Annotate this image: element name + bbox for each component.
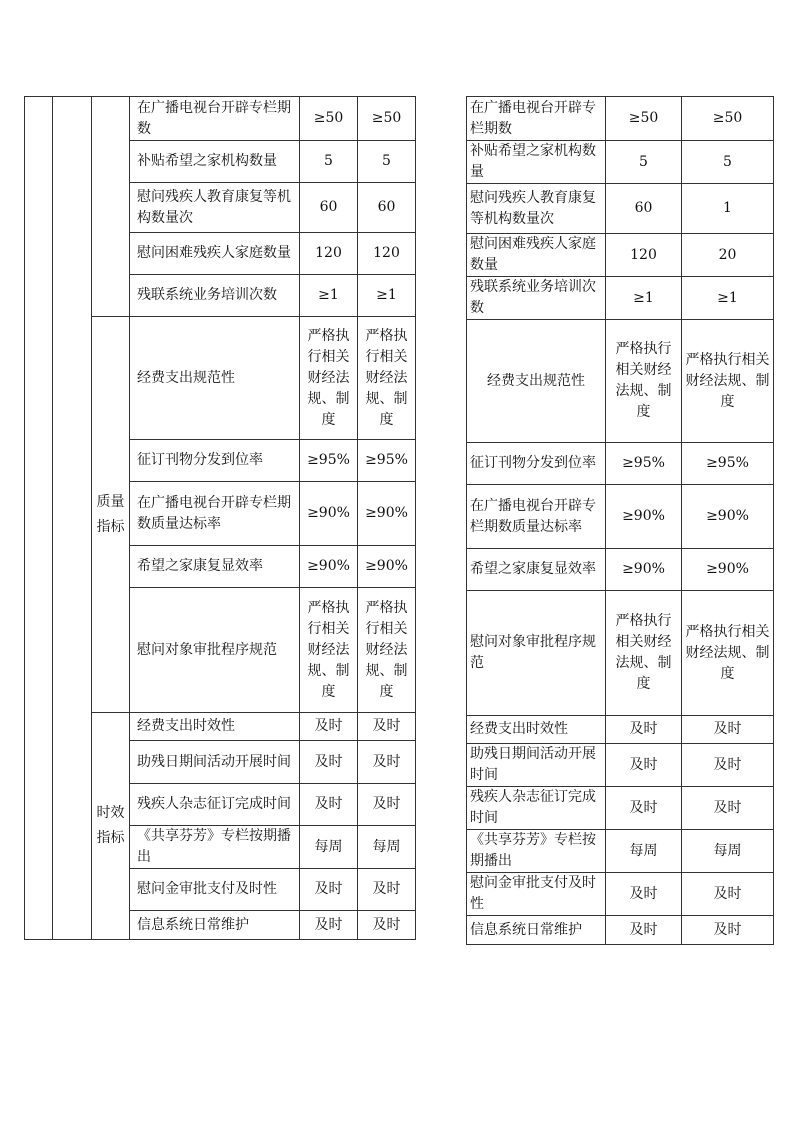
indicator-name: 希望之家康复显效率 bbox=[130, 546, 300, 588]
target-value: 5 bbox=[606, 141, 682, 184]
actual-value: 及时 bbox=[358, 869, 416, 911]
indicator-name: 信息系统日常维护 bbox=[467, 916, 606, 945]
target-value: ≥90% bbox=[606, 549, 682, 591]
actual-value: ≥1 bbox=[358, 275, 416, 317]
target-value: ≥90% bbox=[300, 482, 358, 546]
indicator-name: 在广播电视台开辟专栏期数 bbox=[130, 97, 300, 141]
indicator-name: 在广播电视台开辟专栏期数质量达标率 bbox=[130, 482, 300, 546]
actual-value: 5 bbox=[682, 141, 774, 184]
actual-value: 及时 bbox=[358, 713, 416, 741]
indicator-name: 慰问对象审批程序规范 bbox=[130, 588, 300, 713]
target-value: 120 bbox=[606, 234, 682, 277]
indicator-name: 经费支出时效性 bbox=[467, 716, 606, 744]
target-value: 60 bbox=[300, 183, 358, 233]
actual-value: 120 bbox=[358, 233, 416, 275]
category-timeliness: 时效指标 bbox=[92, 713, 130, 940]
actual-value: 5 bbox=[358, 141, 416, 183]
indicator-name: 残疾人杂志征订完成时间 bbox=[467, 787, 606, 830]
target-value: 及时 bbox=[300, 741, 358, 784]
actual-value: 及时 bbox=[358, 784, 416, 826]
actual-value: ≥95% bbox=[682, 443, 774, 485]
actual-value: 及时 bbox=[682, 873, 774, 916]
indicator-name: 在广播电视台开辟专栏期数 bbox=[467, 97, 606, 141]
indicator-name: 助残日期间活动开展时间 bbox=[467, 744, 606, 787]
target-value: 严格执行相关财经法规、制度 bbox=[606, 591, 682, 716]
indicator-name: 在广播电视台开辟专栏期数质量达标率 bbox=[467, 485, 606, 549]
actual-value: ≥90% bbox=[682, 485, 774, 549]
indicator-name: 希望之家康复显效率 bbox=[467, 549, 606, 591]
indicator-name: 慰问残疾人教育康复等机构数量次 bbox=[467, 184, 606, 234]
actual-value: ≥95% bbox=[358, 440, 416, 482]
indicator-name: 征订刊物分发到位率 bbox=[130, 440, 300, 482]
indicator-name: 慰问对象审批程序规范 bbox=[467, 591, 606, 716]
target-value: ≥50 bbox=[606, 97, 682, 141]
indicator-name: 《共享芬芳》专栏按期播出 bbox=[130, 826, 300, 869]
target-value: ≥95% bbox=[300, 440, 358, 482]
target-value: 每周 bbox=[606, 830, 682, 873]
target-value: 及时 bbox=[606, 916, 682, 945]
target-value: 及时 bbox=[606, 716, 682, 744]
target-value: 及时 bbox=[606, 787, 682, 830]
actual-value: 20 bbox=[682, 234, 774, 277]
indicator-name: 残联系统业务培训次数 bbox=[467, 277, 606, 320]
indicator-name: 经费支出规范性 bbox=[130, 317, 300, 440]
left-blank-col-1 bbox=[25, 97, 53, 940]
target-value: 严格执行相关财经法规、制度 bbox=[300, 317, 358, 440]
indicator-name: 补贴希望之家机构数量 bbox=[130, 141, 300, 183]
target-value: ≥1 bbox=[300, 275, 358, 317]
actual-value: ≥90% bbox=[358, 482, 416, 546]
actual-value: 严格执行相关财经法规、制度 bbox=[682, 591, 774, 716]
target-value: ≥90% bbox=[300, 546, 358, 588]
indicator-name: 残联系统业务培训次数 bbox=[130, 275, 300, 317]
indicator-name: 慰问残疾人教育康复等机构数量次 bbox=[130, 183, 300, 233]
indicator-name: 慰问金审批支付及时性 bbox=[467, 873, 606, 916]
indicator-name: 经费支出时效性 bbox=[130, 713, 300, 741]
target-value: 每周 bbox=[300, 826, 358, 869]
actual-value: 严格执行相关财经法规、制度 bbox=[358, 317, 416, 440]
actual-value: 及时 bbox=[682, 716, 774, 744]
actual-value: 1 bbox=[682, 184, 774, 234]
target-value: 及时 bbox=[606, 873, 682, 916]
indicator-name: 《共享芬芳》专栏按期播出 bbox=[467, 830, 606, 873]
left-blank-col-2 bbox=[53, 97, 92, 940]
category-cell bbox=[92, 97, 130, 317]
indicator-name: 残疾人杂志征订完成时间 bbox=[130, 784, 300, 826]
left-indicator-table bbox=[24, 96, 416, 940]
actual-value: 及时 bbox=[682, 787, 774, 830]
target-value: 及时 bbox=[300, 784, 358, 826]
indicator-name: 慰问金审批支付及时性 bbox=[130, 869, 300, 911]
actual-value: ≥50 bbox=[682, 97, 774, 141]
indicator-name: 助残日期间活动开展时间 bbox=[130, 741, 300, 784]
target-value: ≥1 bbox=[606, 277, 682, 320]
indicator-name: 慰问困难残疾人家庭数量 bbox=[130, 233, 300, 275]
indicator-name: 慰问困难残疾人家庭数量 bbox=[467, 234, 606, 277]
actual-value: 及时 bbox=[358, 741, 416, 784]
target-value: 120 bbox=[300, 233, 358, 275]
target-value: 及时 bbox=[300, 869, 358, 911]
indicator-name: 征订刊物分发到位率 bbox=[467, 443, 606, 485]
target-value: 及时 bbox=[300, 911, 358, 940]
actual-value: 严格执行相关财经法规、制度 bbox=[682, 320, 774, 443]
right-indicator-table bbox=[466, 96, 774, 945]
target-value: 严格执行相关财经法规、制度 bbox=[300, 588, 358, 713]
actual-value: 及时 bbox=[682, 916, 774, 945]
indicator-name: 补贴希望之家机构数量 bbox=[467, 141, 606, 184]
actual-value: 严格执行相关财经法规、制度 bbox=[358, 588, 416, 713]
target-value: ≥95% bbox=[606, 443, 682, 485]
indicator-name: 经费支出规范性 bbox=[467, 320, 606, 443]
target-value: 5 bbox=[300, 141, 358, 183]
target-value: 严格执行相关财经法规、制度 bbox=[606, 320, 682, 443]
actual-value: 每周 bbox=[682, 830, 774, 873]
category-quality: 质量指标 bbox=[92, 317, 130, 713]
actual-value: 60 bbox=[358, 183, 416, 233]
target-value: ≥90% bbox=[606, 485, 682, 549]
actual-value: ≥50 bbox=[358, 97, 416, 141]
target-value: ≥50 bbox=[300, 97, 358, 141]
target-value: 及时 bbox=[606, 744, 682, 787]
actual-value: ≥90% bbox=[682, 549, 774, 591]
actual-value: 及时 bbox=[682, 744, 774, 787]
target-value: 60 bbox=[606, 184, 682, 234]
actual-value: ≥1 bbox=[682, 277, 774, 320]
actual-value: ≥90% bbox=[358, 546, 416, 588]
actual-value: 每周 bbox=[358, 826, 416, 869]
target-value: 及时 bbox=[300, 713, 358, 741]
indicator-name: 信息系统日常维护 bbox=[130, 911, 300, 940]
actual-value: 及时 bbox=[358, 911, 416, 940]
